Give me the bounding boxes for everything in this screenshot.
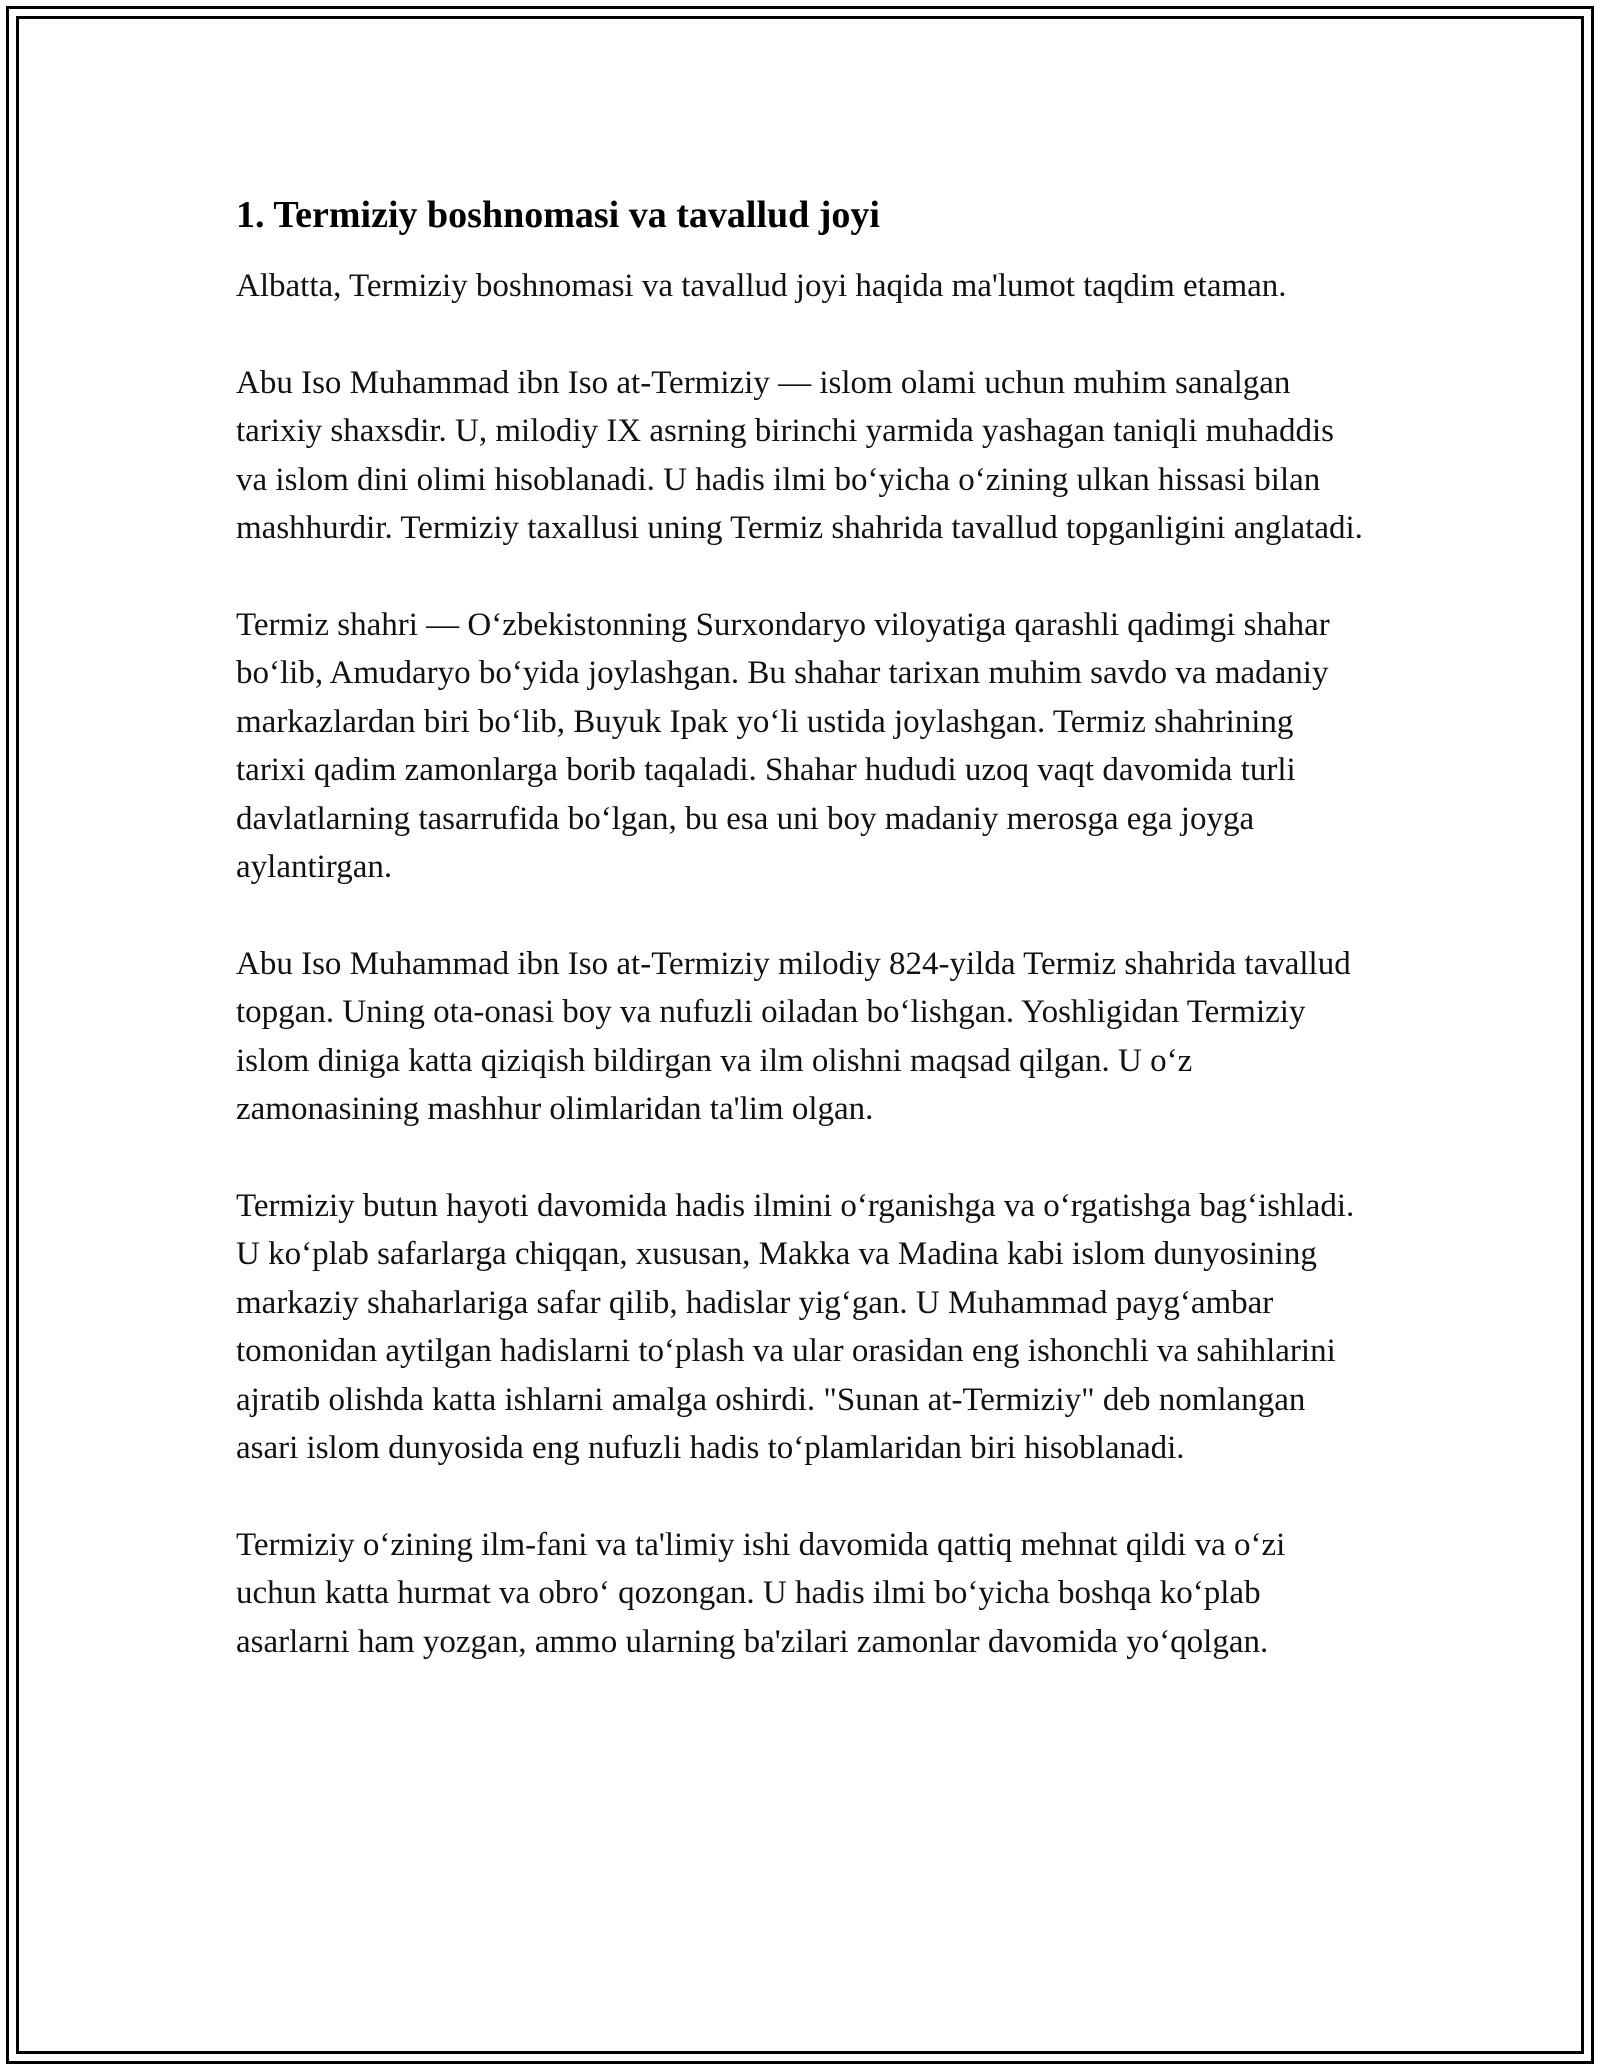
document-body	[236, 190, 1366, 1714]
paragraph-legacy: Termiziy o‘zining ilm-fani va ta'limiy ishi davomida qattiq mehnat qildi va o‘zi uchun katta hurmat va obro‘ qozongan. U hadis ilmi bo‘yicha boshqa ko‘plab asarlarni ham yozgan, ammo ularning ba'zilari zamonlar davomida yo‘qolgan.	[236, 1526, 1286, 1660]
paragraph-birth: Abu Iso Muhammad ibn Iso at-Termiziy milodiy 824-yilda Termiz shahrida tavallud topgan. Uning ota-onasi boy va nufuzli oiladan bo‘lishgan. Yoshligidan Termiziy islom diniga katta qiziqish bildirgan va ilm olishni maqsad qilgan. U o‘z zamonasining mashhur olimlaridan ta'lim olgan.	[236, 945, 1351, 1127]
paragraph-intro: Albatta, Termiziy boshnomasi va tavallud joyi haqida ma'lumot taqdim etaman.	[236, 268, 1287, 304]
paragraph-hadith-work: Termiziy butun hayoti davomida hadis ilmini o‘rganishga va o‘rgatishga bag‘ishladi. U ko‘plab safarlarga chiqqan, xususan, Makka va Madina kabi islom dunyosining markaziy shaharlariga safar qilib, hadislar yig‘gan. U Muhammad payg‘ambar tomonidan aytilgan hadislarni to‘plash va ular orasidan eng ishonchli va sahihlarini ajratib olishda katta ishlarni amalga oshirdi. "Sunan at-Termiziy" deb nomlangan asari islom dunyosida eng nufuzli hadis to‘plamlaridan biri hisoblanadi.	[236, 1187, 1355, 1466]
section-heading: 1. Termiziy boshnomasi va tavallud joyi	[236, 194, 880, 236]
paragraph-termiz-city: Termiz shahri — O‘zbekistonning Surxondaryo viloyatiga qarashli qadimgi shahar bo‘lib, Amudaryo bo‘yida joylashgan. Bu shahar tarixan muhim savdo va madaniy markazlardan biri bo‘lib, Buyuk Ipak yo‘li ustida joylashgan. Termiz shahrining tarixi qadim zamonlarga borib taqaladi. Shahar hududi uzoq vaqt davomida turli davlatlarning tasarrufida bo‘lgan, bu esa uni boy madaniy merosga ega joyga aylantirgan.	[236, 606, 1330, 885]
paragraph-biography: Abu Iso Muhammad ibn Iso at-Termiziy — islom olami uchun muhim sanalgan tarixiy shaxsdir. U, milodiy IX asrning birinchi yarmida yashagan taniqli muhaddis va islom dini olimi hisoblanadi. U hadis ilmi bo‘yicha o‘zining ulkan hissasi bilan mashhurdir. Termiziy taxallusi uning Termiz shahrida tavallud topganligini anglatadi.	[236, 364, 1363, 546]
